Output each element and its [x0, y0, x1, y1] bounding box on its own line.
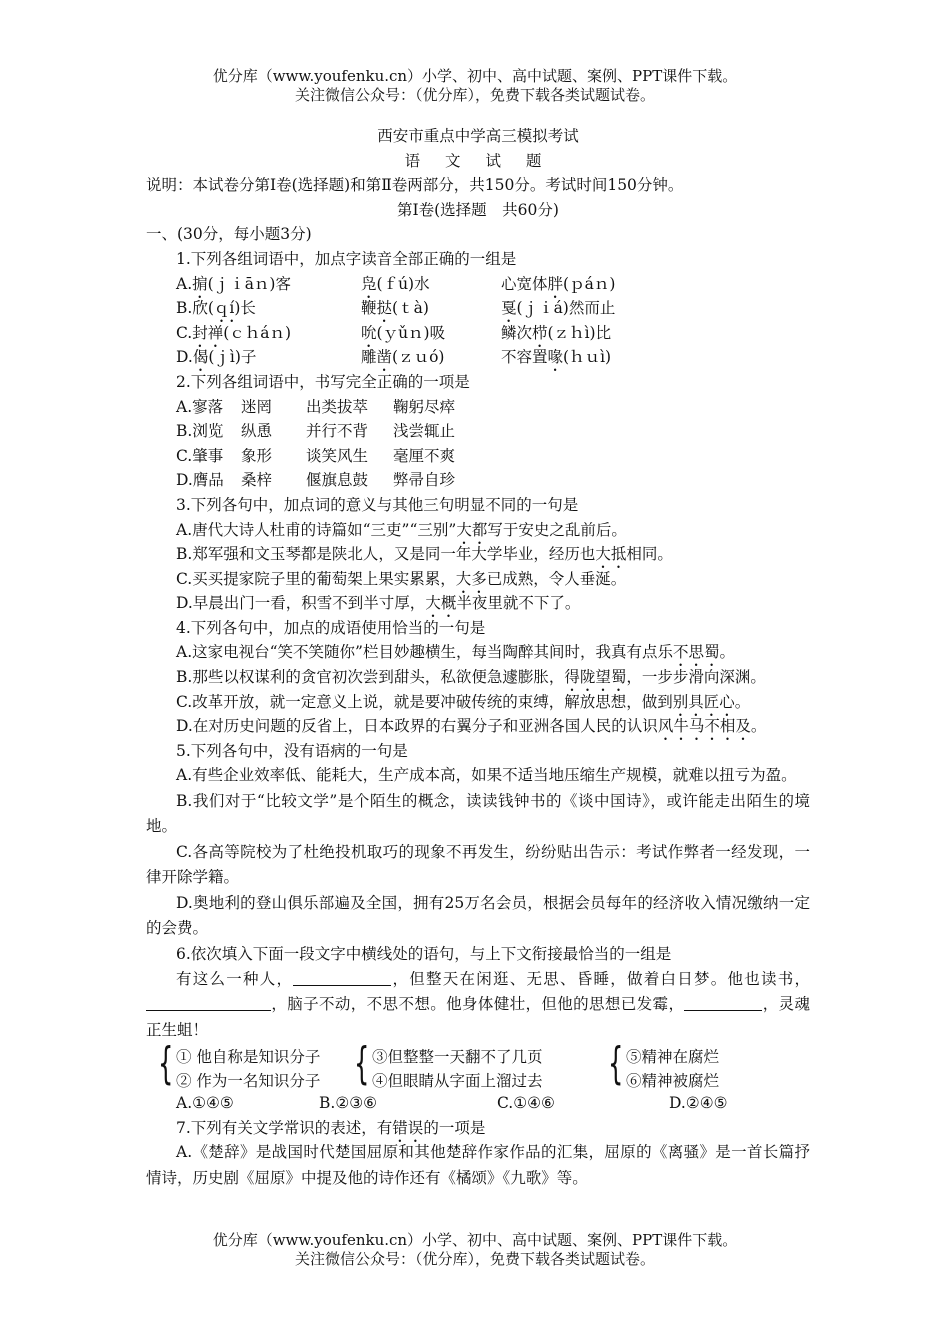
q5-stem: 5.下列各句中，没有语病的一句是	[176, 741, 408, 760]
q1-option-c: C.封禅(ｃｈáｎ) 吮(ｙǔｎ)吸 鳞次栉(ｚｈì)比	[176, 323, 612, 342]
header-line-1: 优分库（www.youfenku.cn）小学、初中、高中试题、案例、PPT课件下载。	[212, 67, 738, 85]
exam-content	[146, 124, 810, 1191]
page-header	[0, 67, 950, 105]
q4-stem: 4.下列各句中，加点的成语使用恰当的一句是	[176, 618, 486, 637]
q2-option-d: D.膺品 桑梓 偃旗息鼓 弊帚自珍	[176, 471, 456, 490]
blank-1	[293, 969, 391, 986]
q3-option-a: A.唐代大诗人杜甫的诗篇如“三吏”“三别”大都写于安史之乱前后。	[176, 520, 627, 539]
exam-instructions: 说明：本试卷分第Ⅰ卷(选择题)和第Ⅱ卷两部分，共150分。考试时间150分钟。	[146, 176, 684, 195]
q5-option-a: A.有些企业效率低、能耗大，生产成本高，如果不适当地压缩生产规模，就难以扭亏为盈。	[176, 766, 797, 785]
q3-option-d: D.早晨出门一看，积雪不到半寸厚，大概半夜里就不下了。	[176, 594, 581, 613]
q2-option-a: A.寥落 迷罔 出类拔萃 鞠躬尽瘁	[176, 397, 456, 416]
q1-stem: 1.下列各组词语中，加点字读音全部正确的一组是	[176, 249, 517, 268]
q2-option-b: B.浏览 纵恿 并行不背 浅尝辄止	[176, 422, 456, 441]
q5-option-d: D.奥地利的登山俱乐部遍及全国，拥有25万名会员，根据会员每年的经济收入情况缴纳一定的会费。	[146, 893, 810, 938]
footer-line-1: 优分库（www.youfenku.cn）小学、初中、高中试题、案例、PPT课件下载。	[212, 1231, 738, 1249]
brace-icon: {	[354, 1038, 370, 1090]
q6-answers: A.①④⑤ B.②③⑥ C.①④⑥ D.②④⑤	[176, 1094, 728, 1113]
q4-option-d: D.在对历史问题的反省上，日本政界的右翼分子和亚洲各国人民的认识风牛马不相及。	[176, 717, 767, 736]
q5-option-c: C.各高等院校为了杜绝投机取巧的现象不再发生，纷纷贴出告示：考试作弊者一经发现，一律开除学籍。	[146, 842, 810, 887]
q6-choice-groups: { ① 他自称是知识分子 ② 作为一名知识分子 { ③但整整一天翻不了几页 ④但眼睛从字面上溜过去 { ⑤精神在腐烂 ⑥精神被腐烂	[158, 1038, 720, 1091]
blank-2	[146, 994, 271, 1011]
q6-stem: 6.依次填入下面一段文字中横线处的语句，与上下文衔接最恰当的一组是	[176, 944, 672, 963]
q5-option-b: B.我们对于“比较文学”是个陌生的概念，读读钱钟书的《谈中国诗》，或许能走出陌生的境地。	[146, 791, 810, 836]
q2-stem: 2.下列各组词语中，书写完全正确的一项是	[176, 372, 470, 391]
page-footer	[0, 1231, 950, 1269]
q3-option-b: B.郑军强和文玉琴都是陕北人，又是同一年大学毕业，经历也大抵相同。	[176, 545, 673, 564]
exam-subtitle: 语 文 试 题	[404, 151, 552, 170]
blank-3	[684, 994, 762, 1011]
q7-stem: 7.下列有关文学常识的表述，有错误的一项是	[176, 1118, 486, 1137]
header-line-2: 关注微信公众号：（优分库），免费下载各类试题试卷。	[294, 86, 655, 104]
q4-option-c: C.改革开放，就一定意义上说，就是要冲破传统的束缚，解放思想，做到别具匠心。	[176, 692, 751, 711]
q1-option-a: A.掮(ｊｉāｎ)客 凫(ｆú)水 心宽体胖(ｐáｎ)	[176, 274, 616, 293]
q4-option-b: B.那些以权谋利的贪官初次尝到甜头，私欲便急遽膨胀，得陇望蜀，一步步滑向深渊。	[176, 668, 766, 687]
q1-option-b: B.欣(ｑí)长 鞭挞(ｔà) 戛(ｊｉá)然而止	[176, 299, 616, 318]
exam-title: 西安市重点中学高三模拟考试	[377, 127, 579, 145]
footer-line-2: 关注微信公众号：（优分库），免费下载各类试题试卷。	[294, 1250, 655, 1268]
part-one-title: 第Ⅰ卷(选择题 共60分)	[397, 200, 559, 219]
q3-option-c: C.买买提家院子里的葡萄架上果实累累，大多已成熟，令人垂涎。	[176, 569, 627, 588]
q4-option-a: A.这家电视台“笑不笑随你”栏目妙趣横生，每当陶醉其间时，我真有点乐不思蜀。	[176, 643, 736, 662]
q7-option-a: A.《楚辞》是战国时代楚国屈原和其他楚辞作家作品的汇集，屈原的《离骚》是一首长篇抒情诗，历史剧《屈原》中提及他的诗作还有《橘颂》《九歌》等。	[146, 1143, 810, 1187]
q3-stem: 3.下列各句中，加点词的意义与其他三句明显不同的一句是	[176, 495, 579, 514]
brace-icon: {	[158, 1038, 174, 1090]
q2-option-c: C.肇事 象形 谈笑风生 毫厘不爽	[176, 446, 456, 465]
brace-icon: {	[608, 1038, 624, 1090]
q6-passage: 有这么一种人， ，但整天在闲逛、无思、昏睡，做着白日梦。他也读书，，脑子不动，不思不想。他身体健壮，但他的思想已发霉， ，灵魂正生蛆！	[146, 969, 810, 1039]
section-one-heading: 一、(30分，每小题3分)	[146, 225, 312, 244]
q1-option-d: D.偈(ｊì)子 雕凿(ｚｕó) 不容置喙(ｈｕì)	[176, 348, 612, 367]
